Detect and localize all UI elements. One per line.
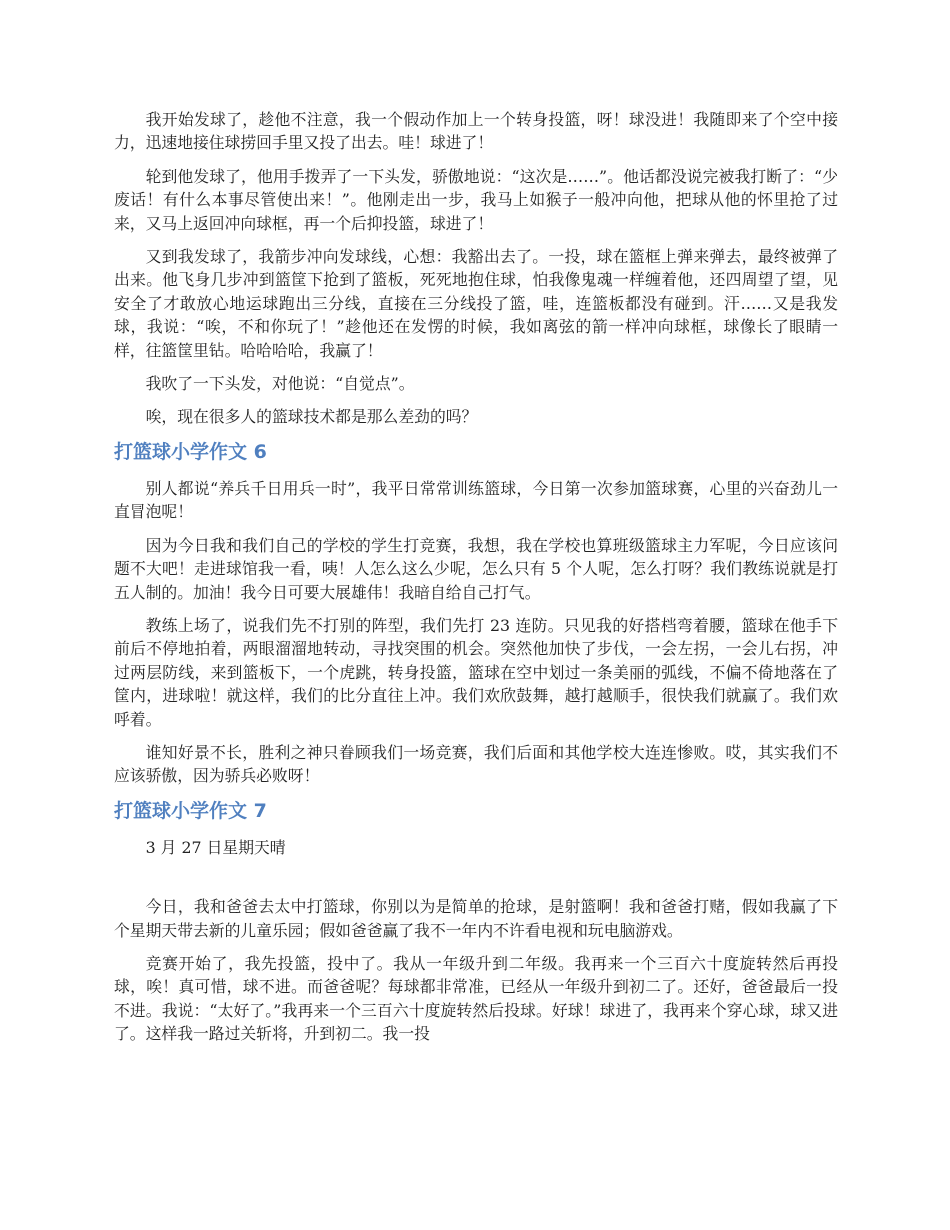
- paragraph: 竞赛开始了，我先投篮，投中了。我从一年级升到二年级。我再来一个三百六十度旋转然后再投球，唉！真可惜，球不进。而爸爸呢？每球都非常准，已经从一年级升到初二了。还好，爸爸最后一投不进。我说：“太好了。”我再来一个三百六十度旋转然后投球。好球！球进了，我再来个穿心球，球又进了。这样我一路过关斩将，升到初二。我一投: [114, 953, 838, 1044]
- essay-continuation: [114, 108, 838, 429]
- paragraph: 今日，我和爸爸去太中打篮球，你别以为是简单的抢球，是射篮啊！我和爸爸打赌，假如我赢了下个星期天带去新的儿童乐园；假如爸爸赢了我不一年内不许看电视和玩电脑游戏。: [114, 897, 838, 940]
- dateline: 3 月 27 日星期天晴: [145, 837, 286, 857]
- section-heading: 打篮球小学作文 7: [114, 799, 267, 822]
- paragraph: 别人都说“养兵千日用兵一时”，我平日常常训练篮球，今日第一次参加篮球赛，心里的兴奋劲儿一直冒泡呢！: [114, 478, 838, 522]
- paragraph: 又到我发球了，我箭步冲向发球线，心想：我豁出去了。一投，球在篮框上弹来弹去，最终被弹了出来。他飞身几步冲到篮筐下抢到了篮板，死死地抱住球，怕我像鬼魂一样缠着他，还四周望了望，见安全了才敢放心地运球跑出三分线，直接在三分线投了篮，哇，连篮板都没有碰到。汗……又是我发球，我说：“唉，不和你玩了！”趁他还在发愣的时候，我如离弦的箭一样冲向球框，球像长了眼睛一样，往篮筐里钻。哈哈哈哈，我赢了！: [114, 247, 838, 360]
- paragraph: 我吹了一下头发，对他说：“自觉点”。: [145, 374, 415, 394]
- paragraph: 教练上场了，说我们先不打别的阵型，我们先打 23 连防。只见我的好搭档弯着腰，篮球在他手下前后不停地拍着，两眼溜溜地转动，寻找突围的机会。突然他加快了步伐，一会左拐，一会儿右拐，冲过两层防线，来到篮板下，一个虎跳，转身投篮，篮球在空中划过一条美丽的弧线，不偏不倚地落在了筐内，进球啦！就这样，我们的比分直往上冲。我们欢欣鼓舞，越打越顺手，很快我们就赢了。我们欢呼着。: [114, 615, 838, 729]
- paragraph: 轮到他发球了，他用手拨弄了一下头发，骄傲地说：“这次是……”。他话都没说完被我打断了：“少废话！有什么本事尽管使出来！”。他刚走出一步，我马上如猴子一般冲向他，把球从他的怀里抢了过来，又马上返回冲向球框，再一个后抑投篮，球进了！: [114, 166, 838, 233]
- document-page: [114, 108, 838, 1056]
- paragraph: 唉，现在很多人的篮球技术都是那么差劲的吗？: [145, 407, 478, 427]
- paragraph: 我开始发球了，趁他不注意，我一个假动作加上一个转身投篮，呀！球没进！我随即来了个空中接力，迅速地接住球捞回手里又投了出去。哇！球进了！: [114, 110, 838, 153]
- section-heading: 打篮球小学作文 6: [114, 440, 267, 463]
- essay-6: [114, 439, 838, 788]
- paragraph: 因为今日我和我们自己的学校的学生打竞赛，我想，我在学校也算班级篮球主力军呢，今日应该问题不大吧！走进球馆我一看，咦！人怎么这么少呢，怎么只有 5 个人呢，怎么打呀？我们教练说就是打五人制的。加油！我今日可要大展雄伟！我暗自给自己打气。: [114, 535, 838, 602]
- paragraph: 谁知好景不长，胜利之神只眷顾我们一场竞赛，我们后面和其他学校大连连惨败。哎，其实我们不应该骄傲，因为骄兵必败呀！: [114, 742, 838, 786]
- essay-7: [114, 798, 838, 1046]
